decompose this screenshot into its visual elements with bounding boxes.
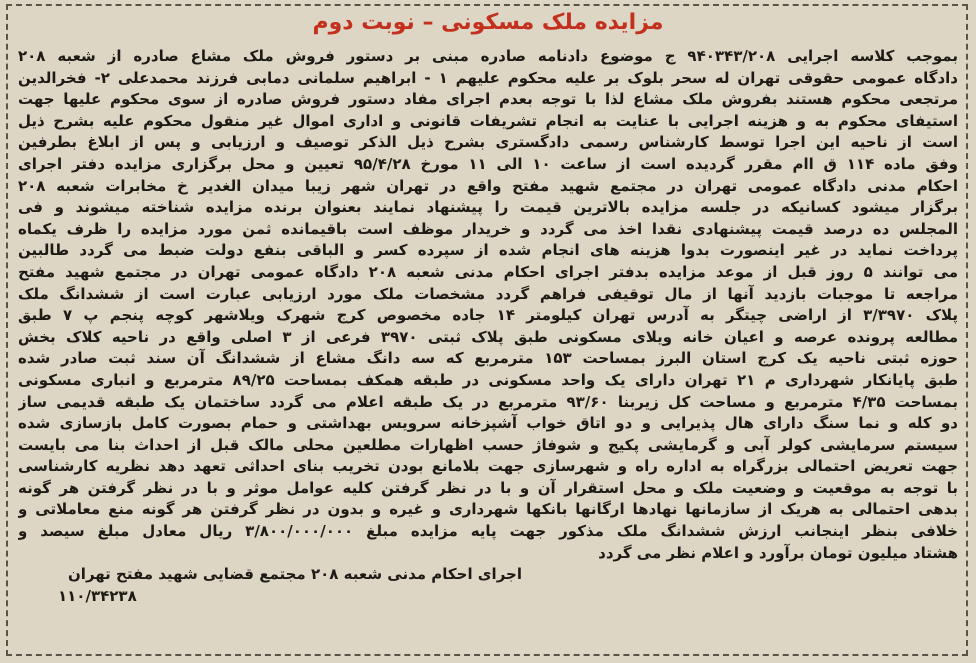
notice-line: خلافی بنظر اینجانب ارزش ششدانگ ملک مذکور جهت پایه مزایده مبلغ ۳/۸۰۰/۰۰۰/۰۰۰ ریال معادل مبلغ سیصد و — [18, 522, 958, 541]
notice-line: دو کله و نما سنگ دارای هال پذیرایی و دو اتاق خواب آشپزخانه سرویس بهداشتی و حمام بصورت کامل بازسازی شده — [18, 414, 958, 433]
notice-line: وفق ماده ۱۱۴ ق اام مقرر گردیده است از ساعت ۱۰ الی ۱۱ مورخ ۹۵/۴/۲۸ تعیین و محل برگزاری مزایده دفتر اجرای — [18, 154, 958, 173]
notice-line: دادگاه عمومی حقوقی تهران له سحر بلوک بر علیه محکوم علیهم ۱ - ابراهیم سلمانی دمابی فرزند محمدعلی ۲- فخرالدین — [18, 68, 958, 87]
notice-title: مزایده ملک مسکونی – نوبت دوم — [312, 10, 664, 35]
notice-line: پرداخت نماید در غیر اینصورت بدوا هزینه های انجام شده از سپرده کسر و الباقی بنفع دولت ضبط می گردد طالبین — [18, 241, 958, 260]
notice-line: هشتاد میلیون تومان برآورد و اعلام نظر می گردد — [598, 543, 958, 562]
notice-line: جهت تعریض احتمالی بزرگراه به اداره راه و شهرسازی جهت بلامانع بودن تخریب بنای احداثی تعهد دهد نظریه کارشناسی — [18, 457, 958, 476]
notice-code: ۱۱۰/۳۴۲۳۸ — [58, 586, 137, 605]
notice-line: استیفای محکوم به و هزینه اجرایی با عنایت به انجام تشریفات قانونی و اداری اموال غیر منقول محکوم علیه بشرح ذیل — [18, 111, 958, 130]
notice-line: مطالعه پرونده عرصه و اعیان خانه ویلای مسکونی طبق پلاک ثبتی ۳۹۷۰ فرعی از ۳ اصلی واقع در ناحیه کلاک بخش — [18, 327, 958, 346]
notice-line: طبق پایانکار شهرداری م ۲۱ تهران دارای یک واحد مسکونی در طبقه همکف بمساحت ۸۹/۲۵ مترمربع و انباری مسکونی — [18, 370, 958, 389]
notice-signature: اجرای احکام مدنی شعبه ۲۰۸ مجتمع قضایی شهید مفتح تهران — [68, 565, 522, 584]
notice-line: پلاک ۳/۳۹۷۰ از اراضی چیتگر به آدرس تهران کیلومتر ۱۴ جاده مخصوص کرج شهرک ویلاشهر کوچه پنجم پ ۷ طبق — [18, 306, 958, 325]
notice-line: حوزه ثبتی ناحیه یک کرج استان البرز بمساحت ۱۵۳ مترمربع که سه دانگ مشاع از ششدانگ آن سند ثبت صادر شده — [18, 349, 958, 368]
notice-line: می توانند ۵ روز قبل از موعد مزایده بدفتر اجرای احکام مدنی شعبه ۲۰۸ دادگاه عمومی تهران در مجتمع شهید مفتح — [18, 262, 958, 281]
notice-line: سیستم سرمایشی کولر آبی و گرمایشی پکیج و شوفاژ حسب اظهارات مطلعین محلی مالک قبل از احداث بنا می بایست — [18, 435, 958, 454]
notice-line: مرتجعی محکوم هستند بفروش ملک مشاع لذا با توجه بعدم اجرای مفاد دستور فروش صادره از سوی محکوم علیها جهت — [18, 90, 958, 109]
notice-body — [18, 46, 958, 607]
notice-line: المجلس ده درصد قیمت پیشنهادی نقدا اخذ می گردد و خریدار موظف است باقیمانده ثمن مورد مزایده را ظرف یکماه — [18, 219, 958, 238]
notice-line: بموجب کلاسه اجرایی ۹۴۰۳۴۳/۲۰۸ ج موضوع دادنامه صادره مبنی بر دستور فروش ملک مشاع صادره از شعبه ۲۰۸ — [18, 47, 958, 65]
notice-line: با توجه به موقعیت و وضعیت ملک و محل استقرار آن و با در نظر گرفتن کلیه عوامل موثر و با در نظر گرفتن هر گونه — [18, 478, 958, 497]
notice-line: مراجعه تا موجبات بازدید آنها از مال توقیفی فراهم گردد مشخصات ملک مورد ارزیابی عبارت است از ششدانگ ملک — [18, 284, 958, 303]
notice-line: احکام مدنی دادگاه عمومی تهران در مجتمع شهید مفتح واقع در تهران شهر زیبا میدان الغدیر خ مخابرات شعبه ۲۰۸ — [18, 176, 958, 195]
notice-line: بمساحت ۴/۳۵ مترمربع و مساحت کل زیربنا ۹۳/۶۰ مترمربع در یک طبقه اعلام می گردد ساختمان یک طبقه قدیمی ساز — [18, 392, 958, 411]
notice-line: است از ناحیه این اجرا توسط کارشناس رسمی دادگستری بشرح ذیل الذکر توصیف و ارزیابی و پس از ابلاغ بطرفین — [18, 133, 958, 152]
notice-line: برگزار میشود کسانیکه در جلسه مزایده بالاترین قیمت را پیشنهاد نمایند بعنوان برنده مزایده شناخته میشوند و فی — [18, 198, 958, 217]
notice-line: بدهی احتمالی به هریک از سازمانها نهادها ارگانها بانکها شهرداری و غیره و بدون در نظر گرفتن هر گونه منع معاملاتی و — [18, 500, 958, 519]
